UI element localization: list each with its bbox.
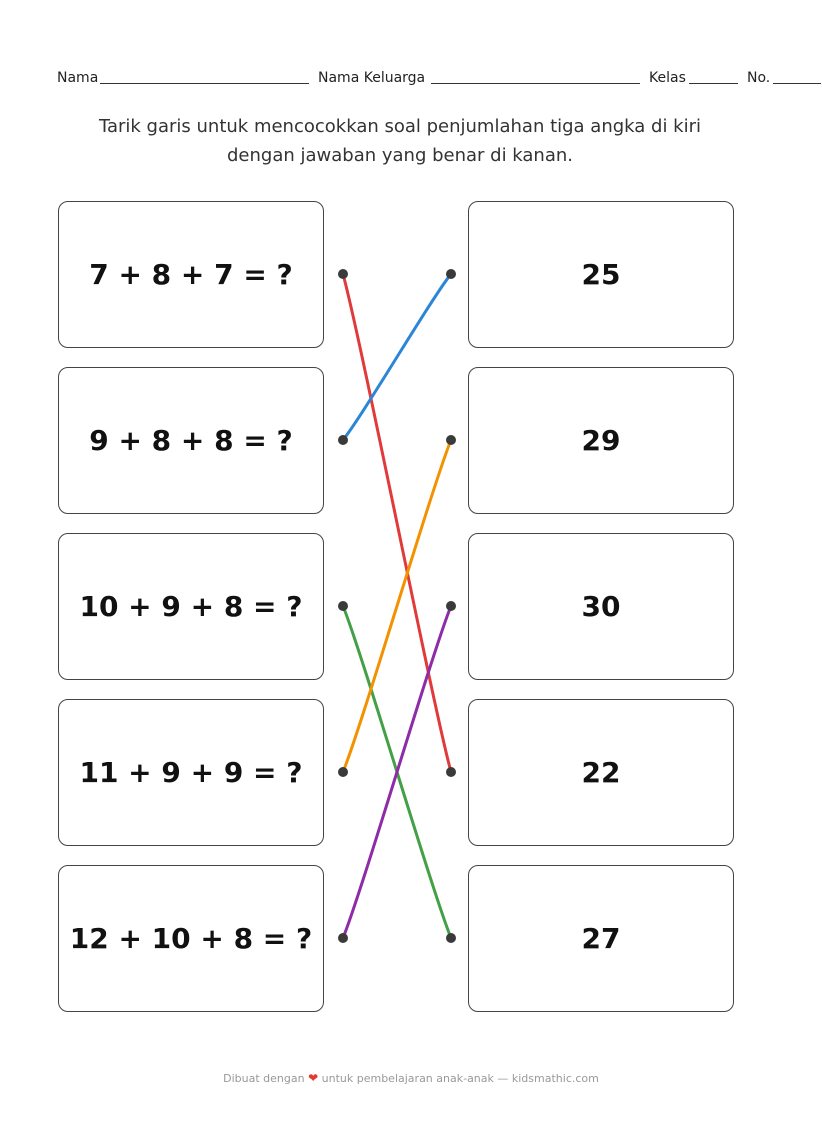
right-connection-dot[interactable] — [446, 269, 456, 279]
left-connection-dot[interactable] — [338, 269, 348, 279]
problem-text: 9 + 8 + 8 = ? — [89, 424, 293, 457]
match-line — [343, 274, 451, 440]
left-connection-dot[interactable] — [338, 601, 348, 611]
left-connection-dot[interactable] — [338, 933, 348, 943]
footer — [0, 1071, 822, 1085]
footer-prefix: Dibuat dengan — [223, 1072, 305, 1085]
heart-icon: ❤ — [308, 1071, 319, 1085]
problem-text: 10 + 9 + 8 = ? — [79, 590, 303, 623]
answer-text: 25 — [581, 258, 621, 291]
footer-suffix: untuk pembelajaran anak-anak — kidsmathic.com — [321, 1072, 599, 1085]
answer-text: 27 — [581, 922, 621, 955]
right-connection-dot[interactable] — [446, 767, 456, 777]
problem-text: 7 + 8 + 7 = ? — [89, 258, 293, 291]
name-label: Nama — [57, 70, 99, 86]
instruction-line-2: dengan jawaban yang benar di kanan. — [226, 145, 574, 166]
answer-text: 30 — [581, 590, 621, 623]
problem-text: 11 + 9 + 9 = ? — [79, 756, 303, 789]
answer-text: 22 — [581, 756, 621, 789]
instruction-line-1: Tarik garis untuk mencocokkan soal penjumlahan tiga angka di kiri — [98, 116, 702, 137]
family-name-label: Nama Keluarga — [318, 70, 426, 86]
right-connection-dot[interactable] — [446, 435, 456, 445]
answer-text: 29 — [581, 424, 621, 457]
problem-text: 12 + 10 + 8 = ? — [69, 922, 313, 955]
left-connection-dot[interactable] — [338, 435, 348, 445]
match-line — [343, 274, 451, 772]
right-connection-dot[interactable] — [446, 601, 456, 611]
right-connection-dot[interactable] — [446, 933, 456, 943]
number-label: No. — [747, 70, 771, 86]
left-connection-dot[interactable] — [338, 767, 348, 777]
match-line — [343, 440, 451, 772]
class-label: Kelas — [649, 70, 686, 86]
